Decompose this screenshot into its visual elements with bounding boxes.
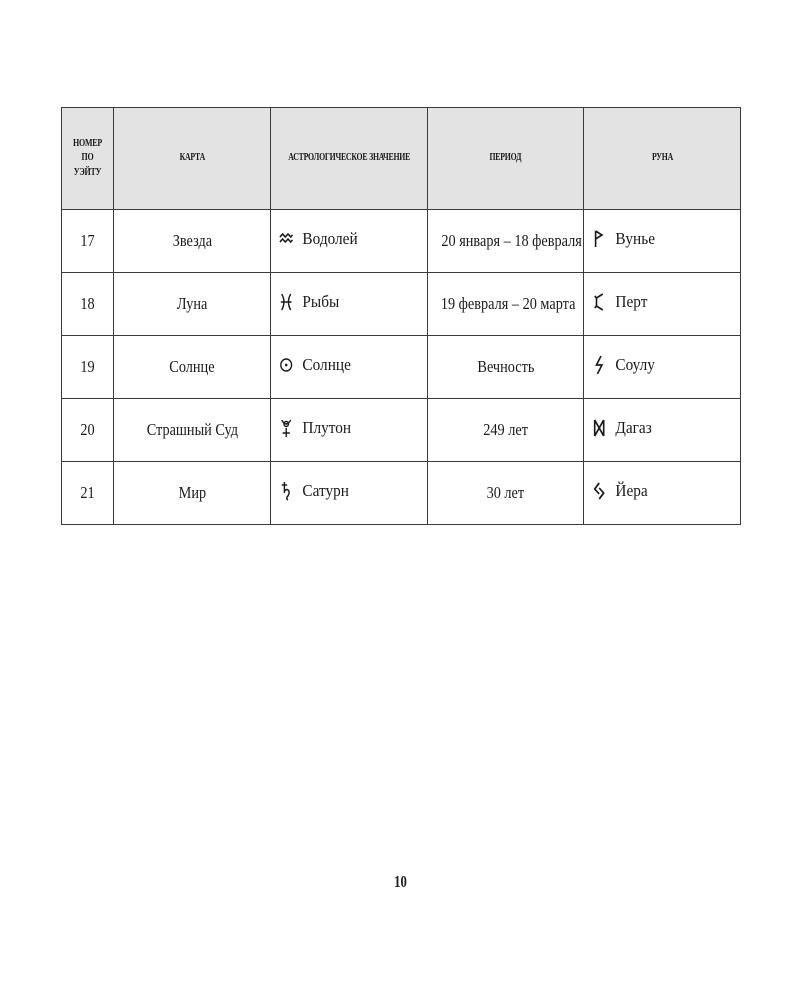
cell-period: 249 лет <box>428 399 584 462</box>
cell-number: 20 <box>62 399 114 462</box>
cell-rune: Дагаз <box>584 399 741 462</box>
saturn-icon <box>279 481 293 501</box>
table-row <box>62 273 741 336</box>
cell-rune: Йера <box>584 462 741 525</box>
cell-period: Вечность <box>428 336 584 399</box>
table-header-row <box>62 108 741 210</box>
cell-card: Луна <box>114 273 271 336</box>
cell-astro: Солнце <box>271 336 428 399</box>
pisces-icon <box>279 292 293 312</box>
table-row <box>62 336 741 399</box>
header-rune: РУНА <box>584 108 741 210</box>
table-row <box>62 462 741 525</box>
cell-astro: Сатурн <box>271 462 428 525</box>
cell-card: Мир <box>114 462 271 525</box>
astrology-table-container <box>61 107 740 525</box>
cell-astro: Водолей <box>271 210 428 273</box>
dagaz-rune-icon <box>592 418 606 438</box>
cell-rune: Соулу <box>584 336 741 399</box>
pluto-icon <box>279 418 293 438</box>
cell-rune: Вунье <box>584 210 741 273</box>
cell-astro: Плутон <box>271 399 428 462</box>
cell-astro: Рыбы <box>271 273 428 336</box>
sun-icon <box>279 355 293 375</box>
sowilo-rune-icon <box>592 355 606 375</box>
cell-number: 19 <box>62 336 114 399</box>
cell-card: Солнце <box>114 336 271 399</box>
cell-card: Страшный Суд <box>114 399 271 462</box>
cell-number: 21 <box>62 462 114 525</box>
header-period: ПЕРИОД <box>428 108 584 210</box>
header-card: КАРТА <box>114 108 271 210</box>
cell-period: 30 лет <box>428 462 584 525</box>
aquarius-icon <box>279 229 293 249</box>
table-row <box>62 399 741 462</box>
header-number: НОМЕР ПО УЭЙТУ <box>62 108 114 210</box>
tarot-correspondence-table <box>61 107 741 525</box>
cell-period: 19 февраля – 20 марта <box>428 273 584 336</box>
cell-number: 18 <box>62 273 114 336</box>
cell-card: Звезда <box>114 210 271 273</box>
perthro-rune-icon <box>592 292 606 312</box>
table-row <box>62 210 741 273</box>
header-astro: АСТРОЛОГИЧЕСКОЕ ЗНАЧЕНИЕ <box>271 108 428 210</box>
cell-number: 17 <box>62 210 114 273</box>
jera-rune-icon <box>592 481 606 501</box>
wunjo-rune-icon <box>592 229 606 249</box>
page-number: 10 <box>393 872 407 891</box>
cell-period: 20 января – 18 февраля <box>428 210 584 273</box>
cell-rune: Перт <box>584 273 741 336</box>
